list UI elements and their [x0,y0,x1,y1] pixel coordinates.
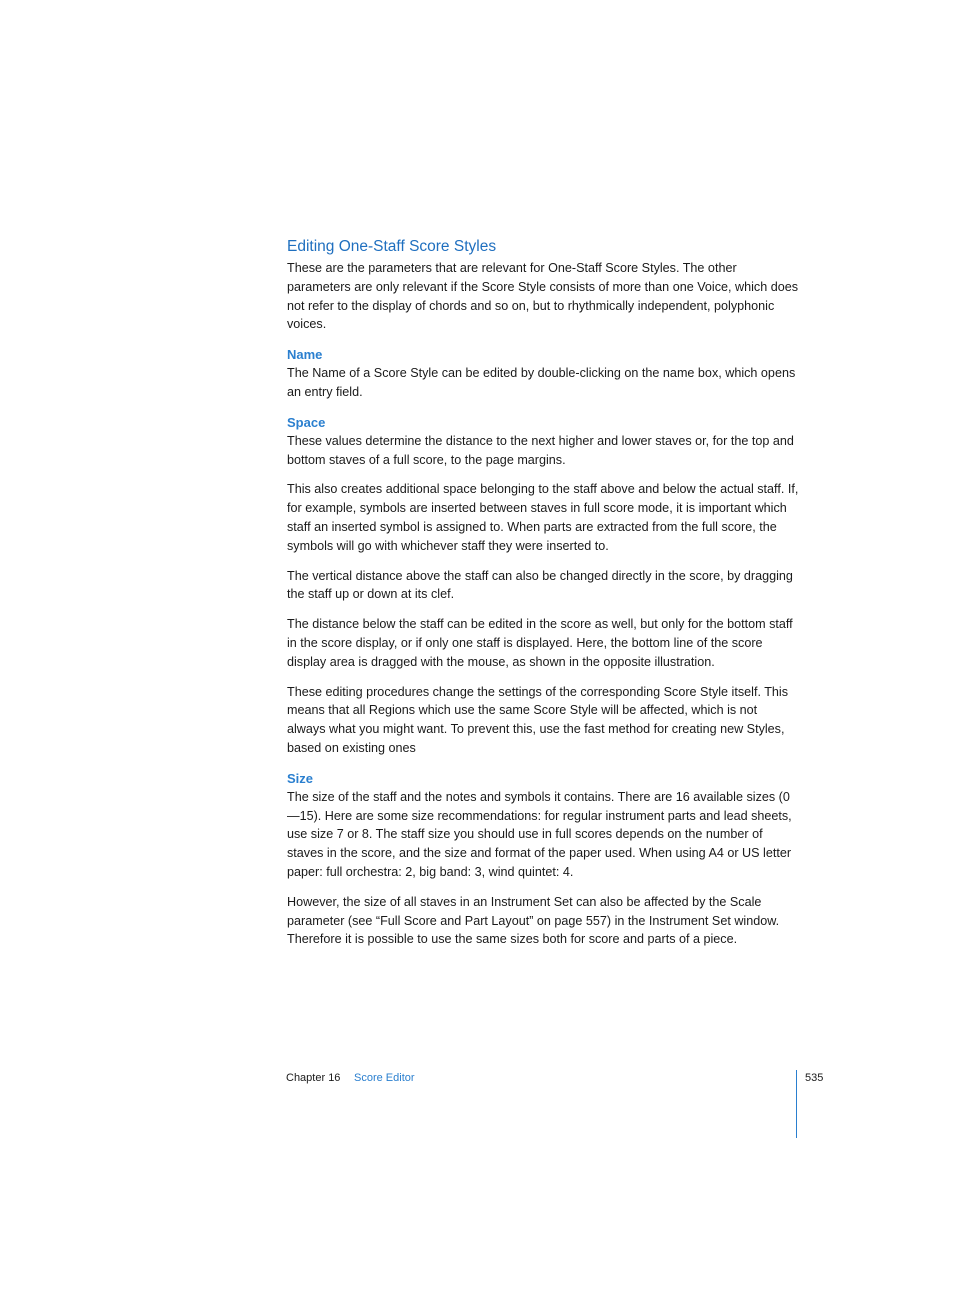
space-paragraph: The vertical distance above the staff can also be changed directly in the score, by dragging the staff up or down at its clef. [287,568,793,602]
page-footer [286,1070,826,1090]
space-heading: Space [287,414,326,430]
space-paragraph: The distance below the staff can be edited in the score as well, but only for the bottom staff in the score display, or if only one staff is displayed. Here, the bottom line of the score display area is dragged with the mouse, as shown in the opposite illustration. [287,617,793,669]
page-content [287,236,799,949]
intro-paragraph: These are the parameters that are relevant for One-Staff Score Styles. The other parameters are only relevant if the Score Style consists of more than one Voice, which does not refer to the display of chords and so on, but to rhythmically independent, polyphonic voices. [287,261,799,332]
footer-chapter: Chapter 16 [286,1072,341,1084]
footer-chapter-name: Score Editor [354,1072,415,1084]
section-title: Editing One-Staff Score Styles [287,238,497,255]
space-paragraph: These values determine the distance to the next higher and lower staves or, for the top and bottom staves of a full score, to the page margins. [287,433,794,467]
size-heading: Size [287,770,314,786]
space-paragraph: These editing procedures change the settings of the corresponding Score Style itself. This means that all Regions which use the same Score Style will be affected, which is not always what you might want. To prevent this, use the fast method for creating new Styles, based on existing ones [287,684,789,755]
size-paragraph: However, the size of all staves in an Instrument Set can also be affected by the Scale parameter (see “Full Score and Part Layout” on page 557) in the Instrument Set window. Therefore it is possible to use the same sizes both for score and parts of a piece. [287,894,780,947]
name-paragraph: The Name of a Score Style can be edited by double-clicking on the name box, which opens an entry field. [287,366,796,399]
space-paragraph: This also creates additional space belonging to the staff above and below the actual staff. If, for example, symbols are inserted between staves in full score mode, it is important which staff an inserted symbol is assigned to. When parts are extracted from the full score, the symbols will go with whichever staff they were inserted to. [287,482,799,553]
name-heading: Name [287,347,323,363]
size-paragraph: The size of the staff and the notes and symbols it contains. There are 16 available sizes (0—15). Here are some size recommendations: for regular instrument parts and lead sheets, use size 7 or 8. The staff size you should use in full scores depends on the number of staves in the score, and the size and format of the paper used. When using A4 or US letter paper: full orchestra: 2, big band: 3, wind quintet: 4. [287,789,792,879]
page-number: 535 [805,1072,824,1084]
footer-divider [796,1070,797,1138]
